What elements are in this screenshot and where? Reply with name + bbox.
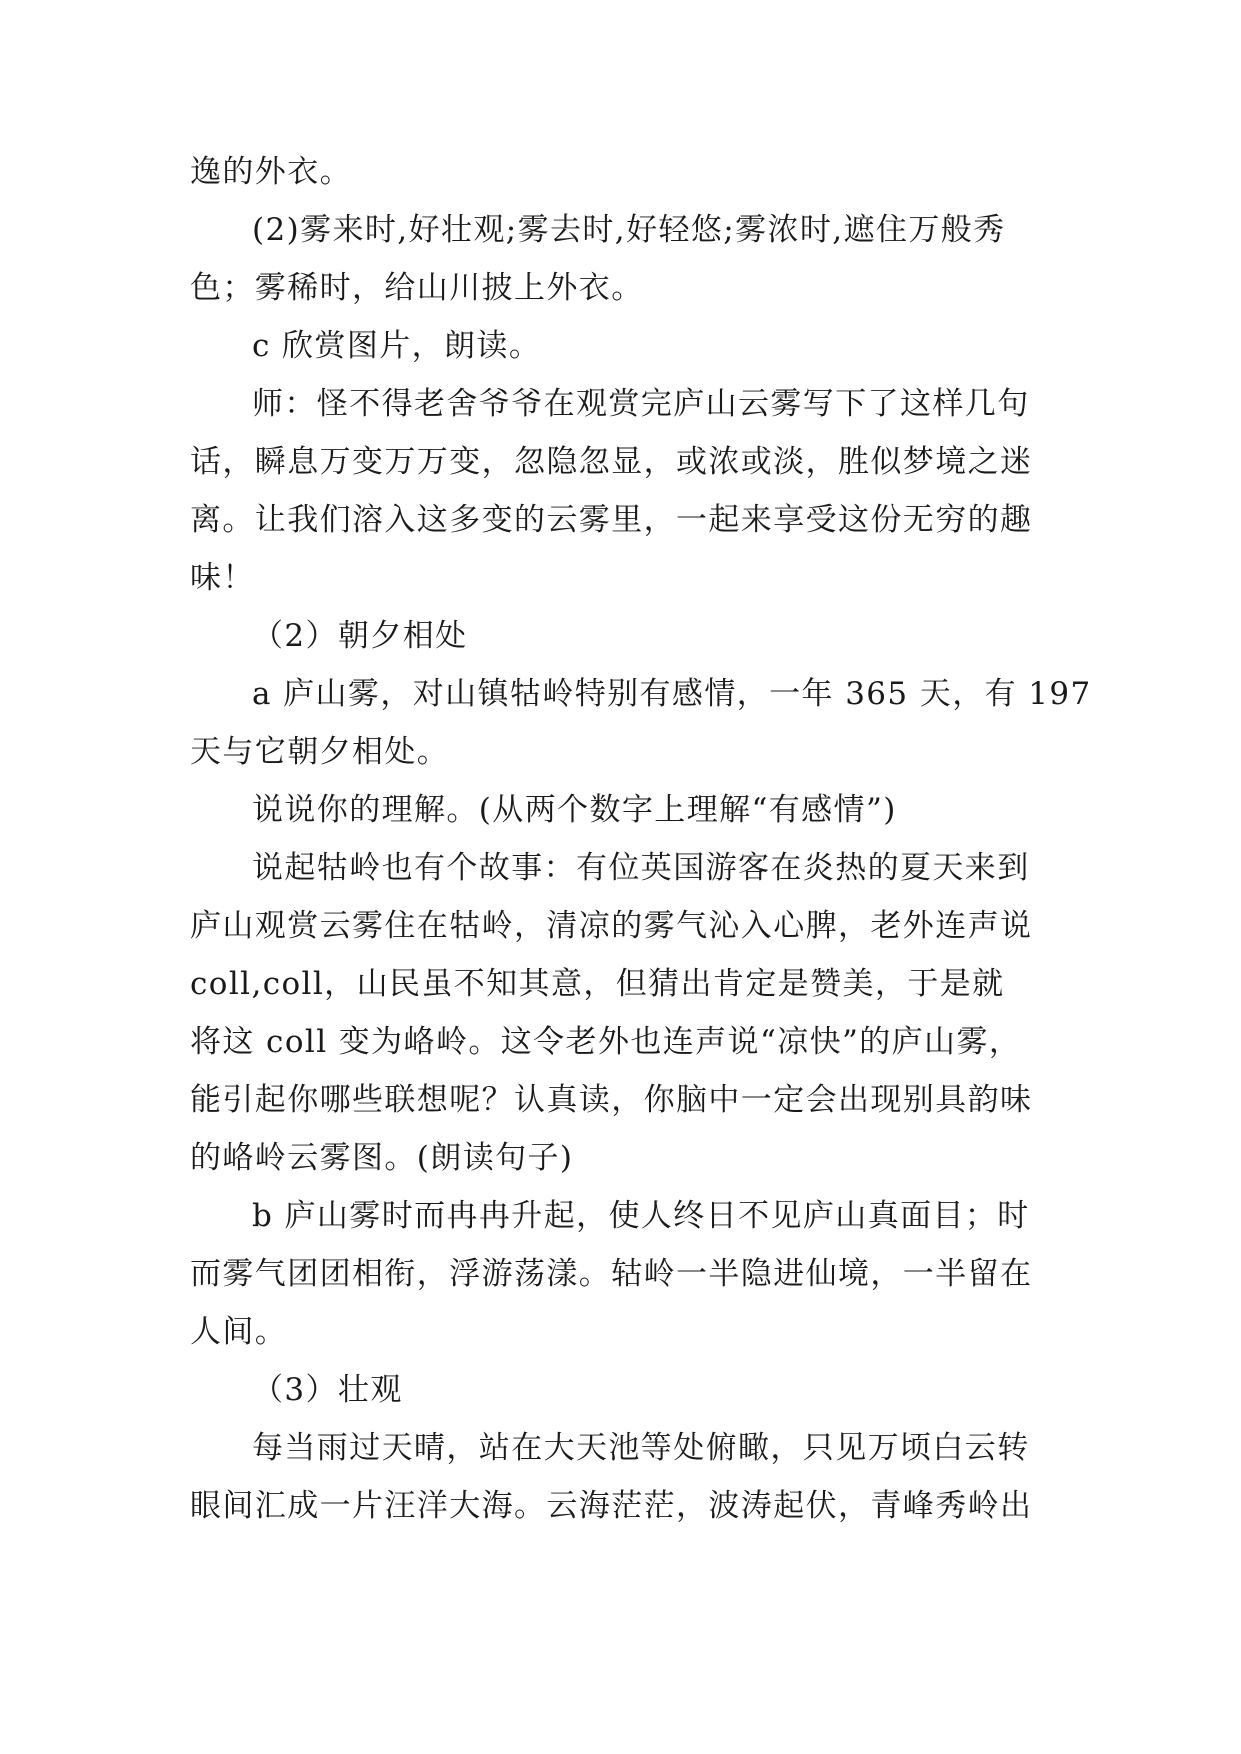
text-line-23: 每当雨过天晴，站在大天池等处俯瞰，只见万顷白云转 [252, 1430, 1030, 1466]
section-heading-2: （2）朝夕相处 [252, 618, 468, 654]
text-line-17: 能引起你哪些联想呢？认真读，你脑中一定会出现别具韵味 [190, 1082, 1033, 1118]
text-line-21: 人间。 [190, 1314, 288, 1350]
text-line-2: (2)雾来时,好壮观;雾去时,好轻悠;雾浓时,遮住万般秀 [252, 212, 1006, 248]
text-line-14: 庐山观赏云雾住在牯岭，清凉的雾气沁入心脾，老外连声说 [190, 908, 1033, 944]
text-line-10: a 庐山雾，对山镇牯岭特别有感情，一年 365 天，有 197 [252, 676, 1092, 712]
text-line-3: 色；雾稀时，给山川披上外衣。 [190, 270, 644, 306]
text-line-11: 天与它朝夕相处。 [190, 734, 450, 770]
text-line-13: 说起牯岭也有个故事：有位英国游客在炎热的夏天来到 [252, 850, 1030, 886]
text-line-16: 将这 coll 变为峈岭。这令老外也连声说“凉快”的庐山雾， [190, 1024, 1022, 1060]
text-line-19: b 庐山雾时而冉冉升起，使人终日不见庐山真面目；时 [252, 1198, 1030, 1234]
text-line-5: 师：怪不得老舍爷爷在观赏完庐山云雾写下了这样几句 [252, 386, 1030, 422]
text-line-12: 说说你的理解。(从两个数字上理解“有感情”) [252, 792, 897, 828]
text-line-20: 而雾气团团相衔，浮游荡漾。轱岭一半隐进仙境，一半留在 [190, 1256, 1033, 1292]
text-line-24: 眼间汇成一片汪洋大海。云海茫茫，波涛起伏，青峰秀岭出 [190, 1488, 1033, 1524]
text-line-7: 离。让我们溶入这多变的云雾里，一起来享受这份无穷的趣 [190, 502, 1033, 538]
text-line-15: coll,coll，山民虽不知其意，但猜出肯定是赞美，于是就 [190, 966, 1005, 1002]
section-heading-3: （3）壮观 [252, 1372, 403, 1408]
text-line-8: 味！ [190, 560, 255, 596]
text-line-18: 的峈岭云雾图。(朗读句子) [190, 1140, 574, 1176]
text-line-4: c 欣赏图片，朗读。 [252, 328, 542, 364]
text-line-6: 话，瞬息万变万万变，忽隐忽显，或浓或淡，胜似梦境之迷 [190, 444, 1033, 480]
text-line-1: 逸的外衣。 [190, 154, 352, 190]
